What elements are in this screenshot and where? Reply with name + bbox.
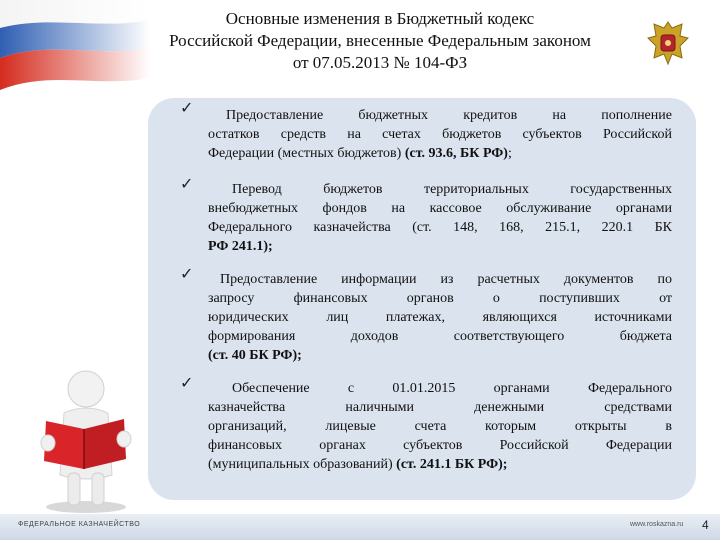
checkmark-icon: ✓ xyxy=(180,373,194,392)
checkmark-icon: ✓ xyxy=(180,98,194,117)
item-line: остатков средств на счетах бюджетов субъектов Российской xyxy=(208,127,672,142)
item-last-line xyxy=(208,455,672,474)
item-last-line xyxy=(208,346,672,365)
page-number: 4 xyxy=(702,518,709,532)
item-line: запросу финансовых органов о поступивших от xyxy=(208,291,672,306)
list-item-4 xyxy=(208,379,672,474)
footer-organization: ФЕДЕРАЛЬНОЕ КАЗНАЧЕЙСТВО xyxy=(18,521,141,528)
list-item-1 xyxy=(208,106,672,163)
item-line: финансовых органах субъектов Российской Федерации xyxy=(208,438,672,453)
item-reference: РФ 241.1); xyxy=(208,239,273,254)
item-line: Перевод бюджетов территориальных государственных xyxy=(232,182,672,197)
item-line: организаций, лицевые счета которым открыты в xyxy=(208,419,672,434)
checkmark-icon: ✓ xyxy=(180,174,194,193)
title-line-2: Российской Федерации, внесенные Федеральным законом xyxy=(169,31,591,50)
item-line: формирования доходов соответствующего бюджета xyxy=(208,329,672,344)
item-line: Федерального казначейства (ст. 148, 168, 215.1, 220.1 БК xyxy=(208,220,672,235)
item-line: юридических лиц платежах, являющихся источниками xyxy=(208,310,672,325)
item-reference: (ст. 93.6, БК РФ) xyxy=(404,146,508,161)
list-item-2 xyxy=(208,180,672,256)
item-line: Обеспечение с 01.01.2015 органами Федерального xyxy=(232,381,672,396)
item-line: внебюджетных фондов на кассовое обслуживание органами xyxy=(208,201,672,216)
item-line: казначейства наличными денежными средствами xyxy=(208,400,672,415)
item-reference: (ст. 241.1 БК РФ); xyxy=(396,457,508,472)
item-last-line xyxy=(208,144,672,163)
figure-reading-book-illustration xyxy=(24,365,144,515)
item-line: Предоставление бюджетных кредитов на пополнение xyxy=(226,108,672,123)
title-line-3: от 07.05.2013 № 104-ФЗ xyxy=(292,53,468,72)
footer-website-link[interactable]: www.roskazna.ru xyxy=(630,521,684,528)
item-last-line xyxy=(208,237,672,256)
slide-title xyxy=(100,8,660,74)
item-reference: (ст. 40 БК РФ); xyxy=(208,348,302,363)
item-text: Федерации (местных бюджетов) xyxy=(208,146,405,161)
item-line: Предоставление информации из расчетных документов по xyxy=(220,272,672,287)
title-line-1: Основные изменения в Бюджетный кодекс xyxy=(225,9,535,28)
treasury-emblem-icon xyxy=(646,18,690,68)
list-item-3 xyxy=(208,270,672,365)
checkmark-icon: ✓ xyxy=(180,264,194,283)
item-text: (муниципальных образований) xyxy=(208,457,397,472)
item-text: ; xyxy=(507,146,512,161)
